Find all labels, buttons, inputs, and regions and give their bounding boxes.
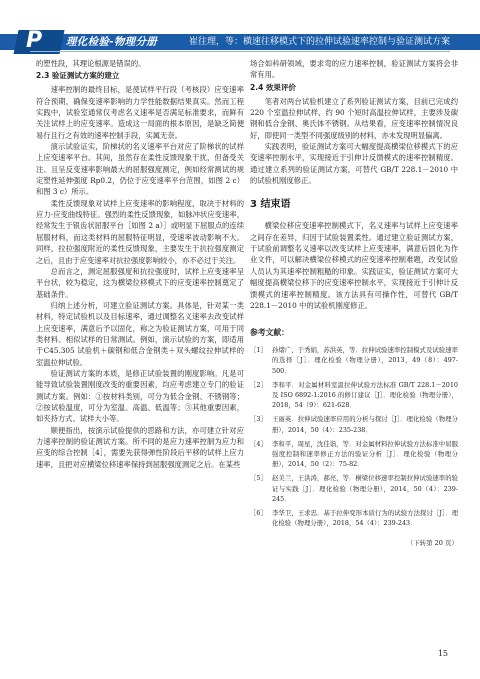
running-title: 崔往理，等：横速往移模式下的拉伸试验速率控制与验证测试方案 <box>188 37 450 47</box>
body-paragraph: 场合如科研领域，要求弯的应力速率控制，验证测试方案将会非常有用。 <box>250 59 458 80</box>
reference-text: 李和平，周星，沈佳诣，等．对金属材料拉伸试验方法标准中屈服强度控制和速率修正方法的验证分析［J］．理化检验（物理分册），2014，50（2）：75-82． <box>272 439 458 469</box>
reference-item <box>250 380 458 411</box>
body-paragraph: 实践表明，验证测试方案可大幅度提高横梁位移模式下的应变速率控制水平，实现接近于引伸计反馈模式的速率控制精度。通过建立系列的验证测试方案，可替代 GB/T 228.1－2010 中的试验机刚度修正。 <box>250 142 458 186</box>
left-column <box>36 58 244 470</box>
reference-number: ［5］ <box>250 474 267 483</box>
body-paragraph: 归纳上述分析，可建立验证测试方案。具体是，针对某一类材料，特定试验机以及目标速率，通过调整名义速率去改变试样上应变速率，满意后予以固化，称之为验证测试方案，可用于同类材料、相似试样的日常测试。例如，演示试验的方案，即适用于C45.305 试验机＋碳钢和低合金钢类＋双头螺纹拉伸试样的室温拉伸试验。 <box>36 300 244 367</box>
reference-number: ［1］ <box>250 346 267 355</box>
reference-text: 孙熠广，于秀娟，苏洪英，等．拉伸试验速率控制模式及试验速率的选择［J］．理化检验（物理分册），2013，49（8）：497-500． <box>272 346 458 375</box>
reference-item <box>250 345 458 376</box>
right-column <box>250 58 458 550</box>
section-2-3-heading: 2.3 验证测试方案的建立 <box>36 71 120 81</box>
body-paragraph: 笔者对两台试验机建立了系列验证测试方案，目前已完成约 220 个室温拉伸试样，约 90 个短时高温拉伸试样，主要涉及碳钢和低合金钢、奥氏体不锈钢。从结果看，应变速率控制情况良好，即使同一类型不同强度级别的材料，亦未发现明显偏离。 <box>250 96 458 140</box>
reference-text: 李和平．对金属材料室温拉伸试验方法标准 GB/T 228.1－2010 及 ISO 6892-1:2016 的修订建议［J］．理化检验（物理分册），2018，54（9）：621-628． <box>272 380 458 410</box>
body-paragraph: 横梁位移应变速率控制模式下，名义速率与试样上应变速率之间存在差异，归因于试验装置柔性。通过建立验证测试方案，于试验前调整名义速率以改变试样上应变速率，满意后固化为作业文件，可以解决横梁位移模式的应变速率控制难题，改变试验人员认为其速率控制粗糙的印象。实践证实，验证测试方案可大幅度提高横梁位移下的应变速率控制水平，实现接近于引伸计反馈模式的速率控制精度。该方法具有可操作性，可替代 GB/T 228.1－2010 中的试验机刚度修正。 <box>250 221 458 310</box>
body-paragraph: 柔性反馈现象对试样上应变速率的影响程度，取决于材料的应力-应变曲线特征。强烈的柔性反馈现象，如脉冲状应变速率，经常发生于银齿状屈服平台［如图 2 a）］或明显下屈服点的连续屈服材料，而这类材料的屈服特征明显，受速率波动影响不大。同样，拉拉强度附近的柔性反馈现象，主要发生于抗拉强度测定之后，且由于应变速率对抗拉强度影响较小，亦不必过于关注。 <box>36 198 244 265</box>
body-paragraph: 的塑性段，其理论根源是错误的。 <box>36 59 146 68</box>
reference-item <box>250 439 458 470</box>
header-divider <box>30 51 450 52</box>
page-number: 15 <box>437 649 448 658</box>
reference-list <box>250 345 458 528</box>
body-paragraph: 顺便指出，按演示试验提供的思路和方法，亦可建立针对应力速率控制的验证测试方案。所不同的是应力速率控制为应力和应变的综合控制［4］，需要先获得弹性阶段后平移的试样上应力速率，且把对应横梁位移速率保持到屈服强度测定之后。在某些 <box>36 425 244 469</box>
reference-number: ［3］ <box>250 415 267 424</box>
body-paragraph: 总而言之，测定屈服强度和抗拉强度时，试样上应变速率呈平台状，较为稳定，这为横梁位移模式下的应变速率控制奠定了基础条件。 <box>36 266 244 299</box>
body-paragraph: 演示试验证实，阶梯状的名义速率平台对应了阶梯状的试样上应变速率平台。其间，虽然存在柔性反馈现象干扰，但备受关注、且呈反变速率影响最大的屈服强度测定，例如经常测试的规定塑性延伸强度 Rp0.2，仍位于应变速率平台范围，如图 2 c）和图 3 c）所示。 <box>36 142 244 197</box>
reference-text: 王丽英．拉伸试验速率应用的分析与探讨［J］．理化检验（物理分册），2014，50（4）：235-238． <box>272 415 458 434</box>
body-paragraph: 速率控制的最终目标，是使试样平行段（考核段）应变速率符合预期，确保变速率影响的力学性能数据结果真实。然而工程实践中，试验室通常仅考虑名义速率是否满足标准要求，而鲜有关注试样上的应变速率。造成这一局面的根本原因，是缺乏简便易行且行之有效的速率控制手段，实属无奈。 <box>36 85 244 140</box>
reference-text: 赵美兰，王洪涛，郝亮，等．横梁位移速率控制拉伸试验速率的验证与实践［J］．理化检验（物理分册），2014，50（4）：239-245． <box>272 474 458 503</box>
reference-number: ［6］ <box>250 509 267 518</box>
reference-item <box>250 414 458 434</box>
section-2-4-heading: 2.4 效果评价 <box>250 82 296 92</box>
reference-number: ［2］ <box>250 380 267 389</box>
reference-item <box>250 508 458 528</box>
continued-note: （下转第 20 页） <box>406 539 458 548</box>
reference-number: ［4］ <box>250 439 267 448</box>
journal-name: 理化检验-物理分册 <box>66 36 158 48</box>
body-paragraph: 验证测试方案的本质，是修正试验装置的刚度影响。凡是可能导致试验装置刚度改变的重要因素，均应考虑建立专门的验证测试方案。例如：①按材料类别，可分为低合金钢、不锈钢等；②按试验温度，可分为室温、高温、低温等；③其他重要因素，如夹持方式、试样大小等。 <box>36 368 244 424</box>
reference-text: 李华卫，王求忠．基于拉伸变形本质行为的试验方法探讨［J］．理化检验（物理分册），2018，54（4）：239-243． <box>272 509 458 528</box>
references-heading: 参考文献： <box>250 328 289 338</box>
reference-item <box>250 473 458 504</box>
journal-logo-letter: P <box>26 28 43 53</box>
section-3-heading: 3 结束语 <box>250 199 291 211</box>
